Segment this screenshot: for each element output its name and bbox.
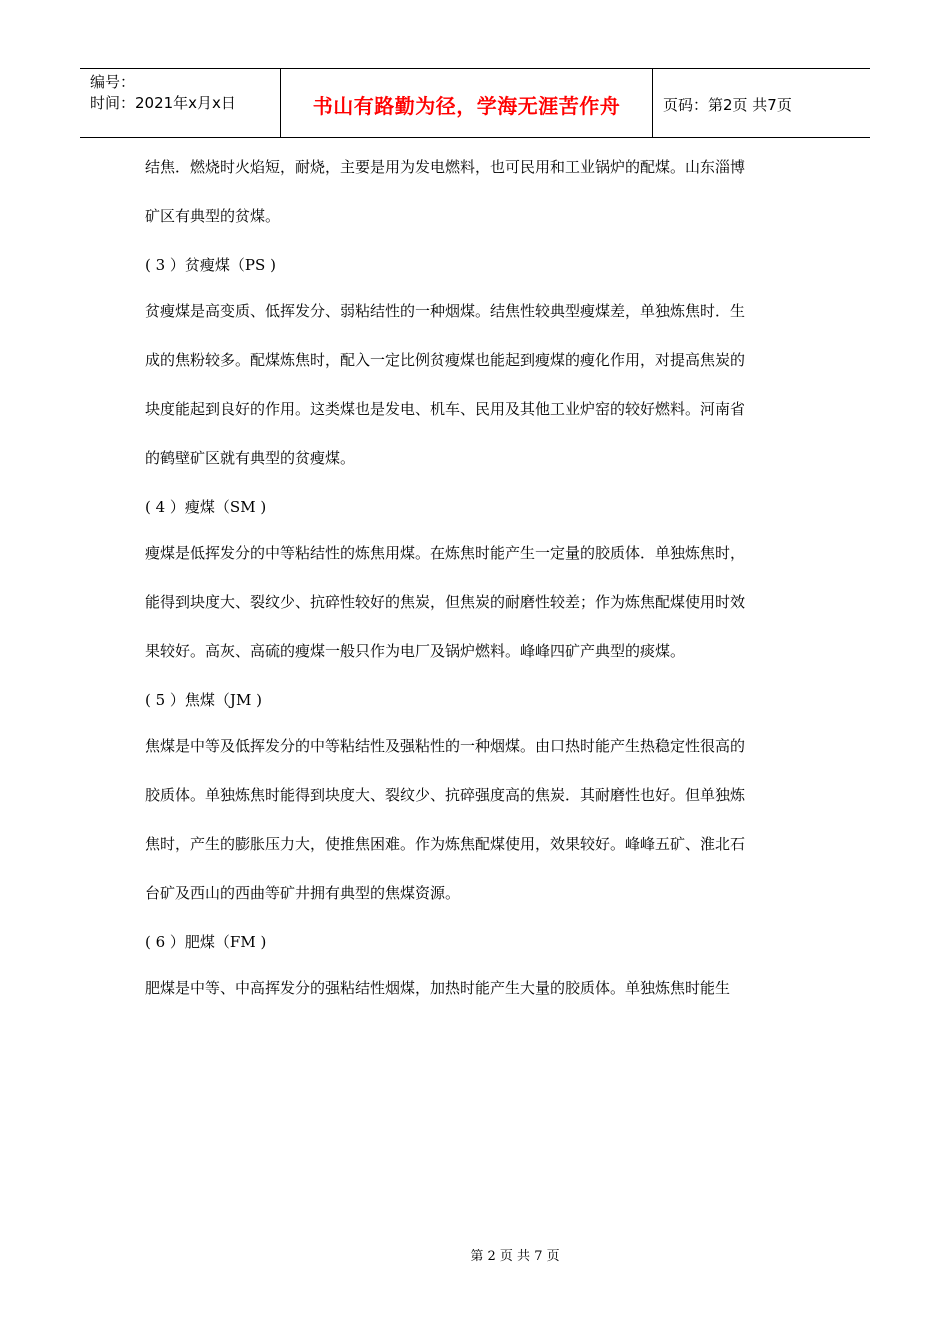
header-left-cell [80,69,281,137]
header-page-code-cell [653,69,870,137]
body-paragraph: 块度能起到良好的作用。这类煤也是发电、机车、民用及其他工业炉窑的较好燃料。河南省 [145,400,746,418]
body-paragraph: 矿区有典型的贫煤。 [145,207,281,225]
body-paragraph: 焦时，产生的膨胀压力大，使推焦困难。作为炼焦配煤使用，效果较好。峰峰五矿、淮北石 [145,835,746,853]
body-paragraph: 的鹤壁矿区就有典型的贫瘦煤。 [145,449,356,467]
body-paragraph: 结焦．燃烧时火焰短，耐烧，主要是用为发电燃料，也可民用和工业锅炉的配煤。山东淄博 [145,158,746,176]
section-heading: ( 5 ）焦煤（JM ) [145,691,262,709]
document-body [145,155,810,1025]
body-paragraph: 肥煤是中等、中高挥发分的强粘结性烟煤，加热时能产生大量的胶质体。单独炼焦时能生 [145,979,731,997]
body-paragraph: 成的焦粉较多。配煤炼焦时，配入一定比例贫瘦煤也能起到瘦煤的瘦化作用，对提高焦炭的 [145,351,746,369]
body-paragraph: 胶质体。单独炼焦时能得到块度大、裂纹少、抗碎强度高的焦炭．其耐磨性也好。但单独炼 [145,786,746,804]
body-paragraph: 焦煤是中等及低挥发分的中等粘结性及强粘性的一种烟煤。由口热时能产生热稳定性很高的 [145,737,746,755]
section-heading: ( 6 ）肥煤（FM ) [145,933,267,951]
section-heading: ( 3 ）贫瘦煤（PS ) [145,256,276,274]
body-paragraph: 贫瘦煤是高变质、低挥发分、弱粘结性的一种烟煤。结焦性较典型瘦煤差，单独炼焦时．生 [145,302,746,320]
footer-page-indicator: 第 2 页 共 7 页 [470,1249,560,1264]
date-line: 时间：2021年x月x日 [90,94,236,112]
body-paragraph: 能得到块度大、裂纹少、抗碎性较好的焦炭，但焦炭的耐磨性较差；作为炼焦配煤使用时效 [145,593,746,611]
page-header [80,68,870,138]
header-page-code: 页码：第2页 共7页 [663,96,792,114]
body-paragraph: 瘦煤是低挥发分的中等粘结性的炼焦用煤。在炼焦时能产生一定量的胶质体．单独炼焦时， [145,544,746,562]
serial-number-label: 编号： [90,73,136,91]
body-paragraph: 果较好。高灰、高硫的瘦煤一般只作为电厂及锅炉燃料。峰峰四矿产典型的痰煤。 [145,642,686,660]
page-footer [0,1245,950,1264]
header-motto-cell [281,69,653,137]
body-paragraph: 台矿及西山的西曲等矿井拥有典型的焦煤资源。 [145,884,461,902]
header-motto: 书山有路勤为径，学海无涯苦作舟 [312,94,621,118]
section-heading: ( 4 ）瘦煤（SM ) [145,498,267,516]
